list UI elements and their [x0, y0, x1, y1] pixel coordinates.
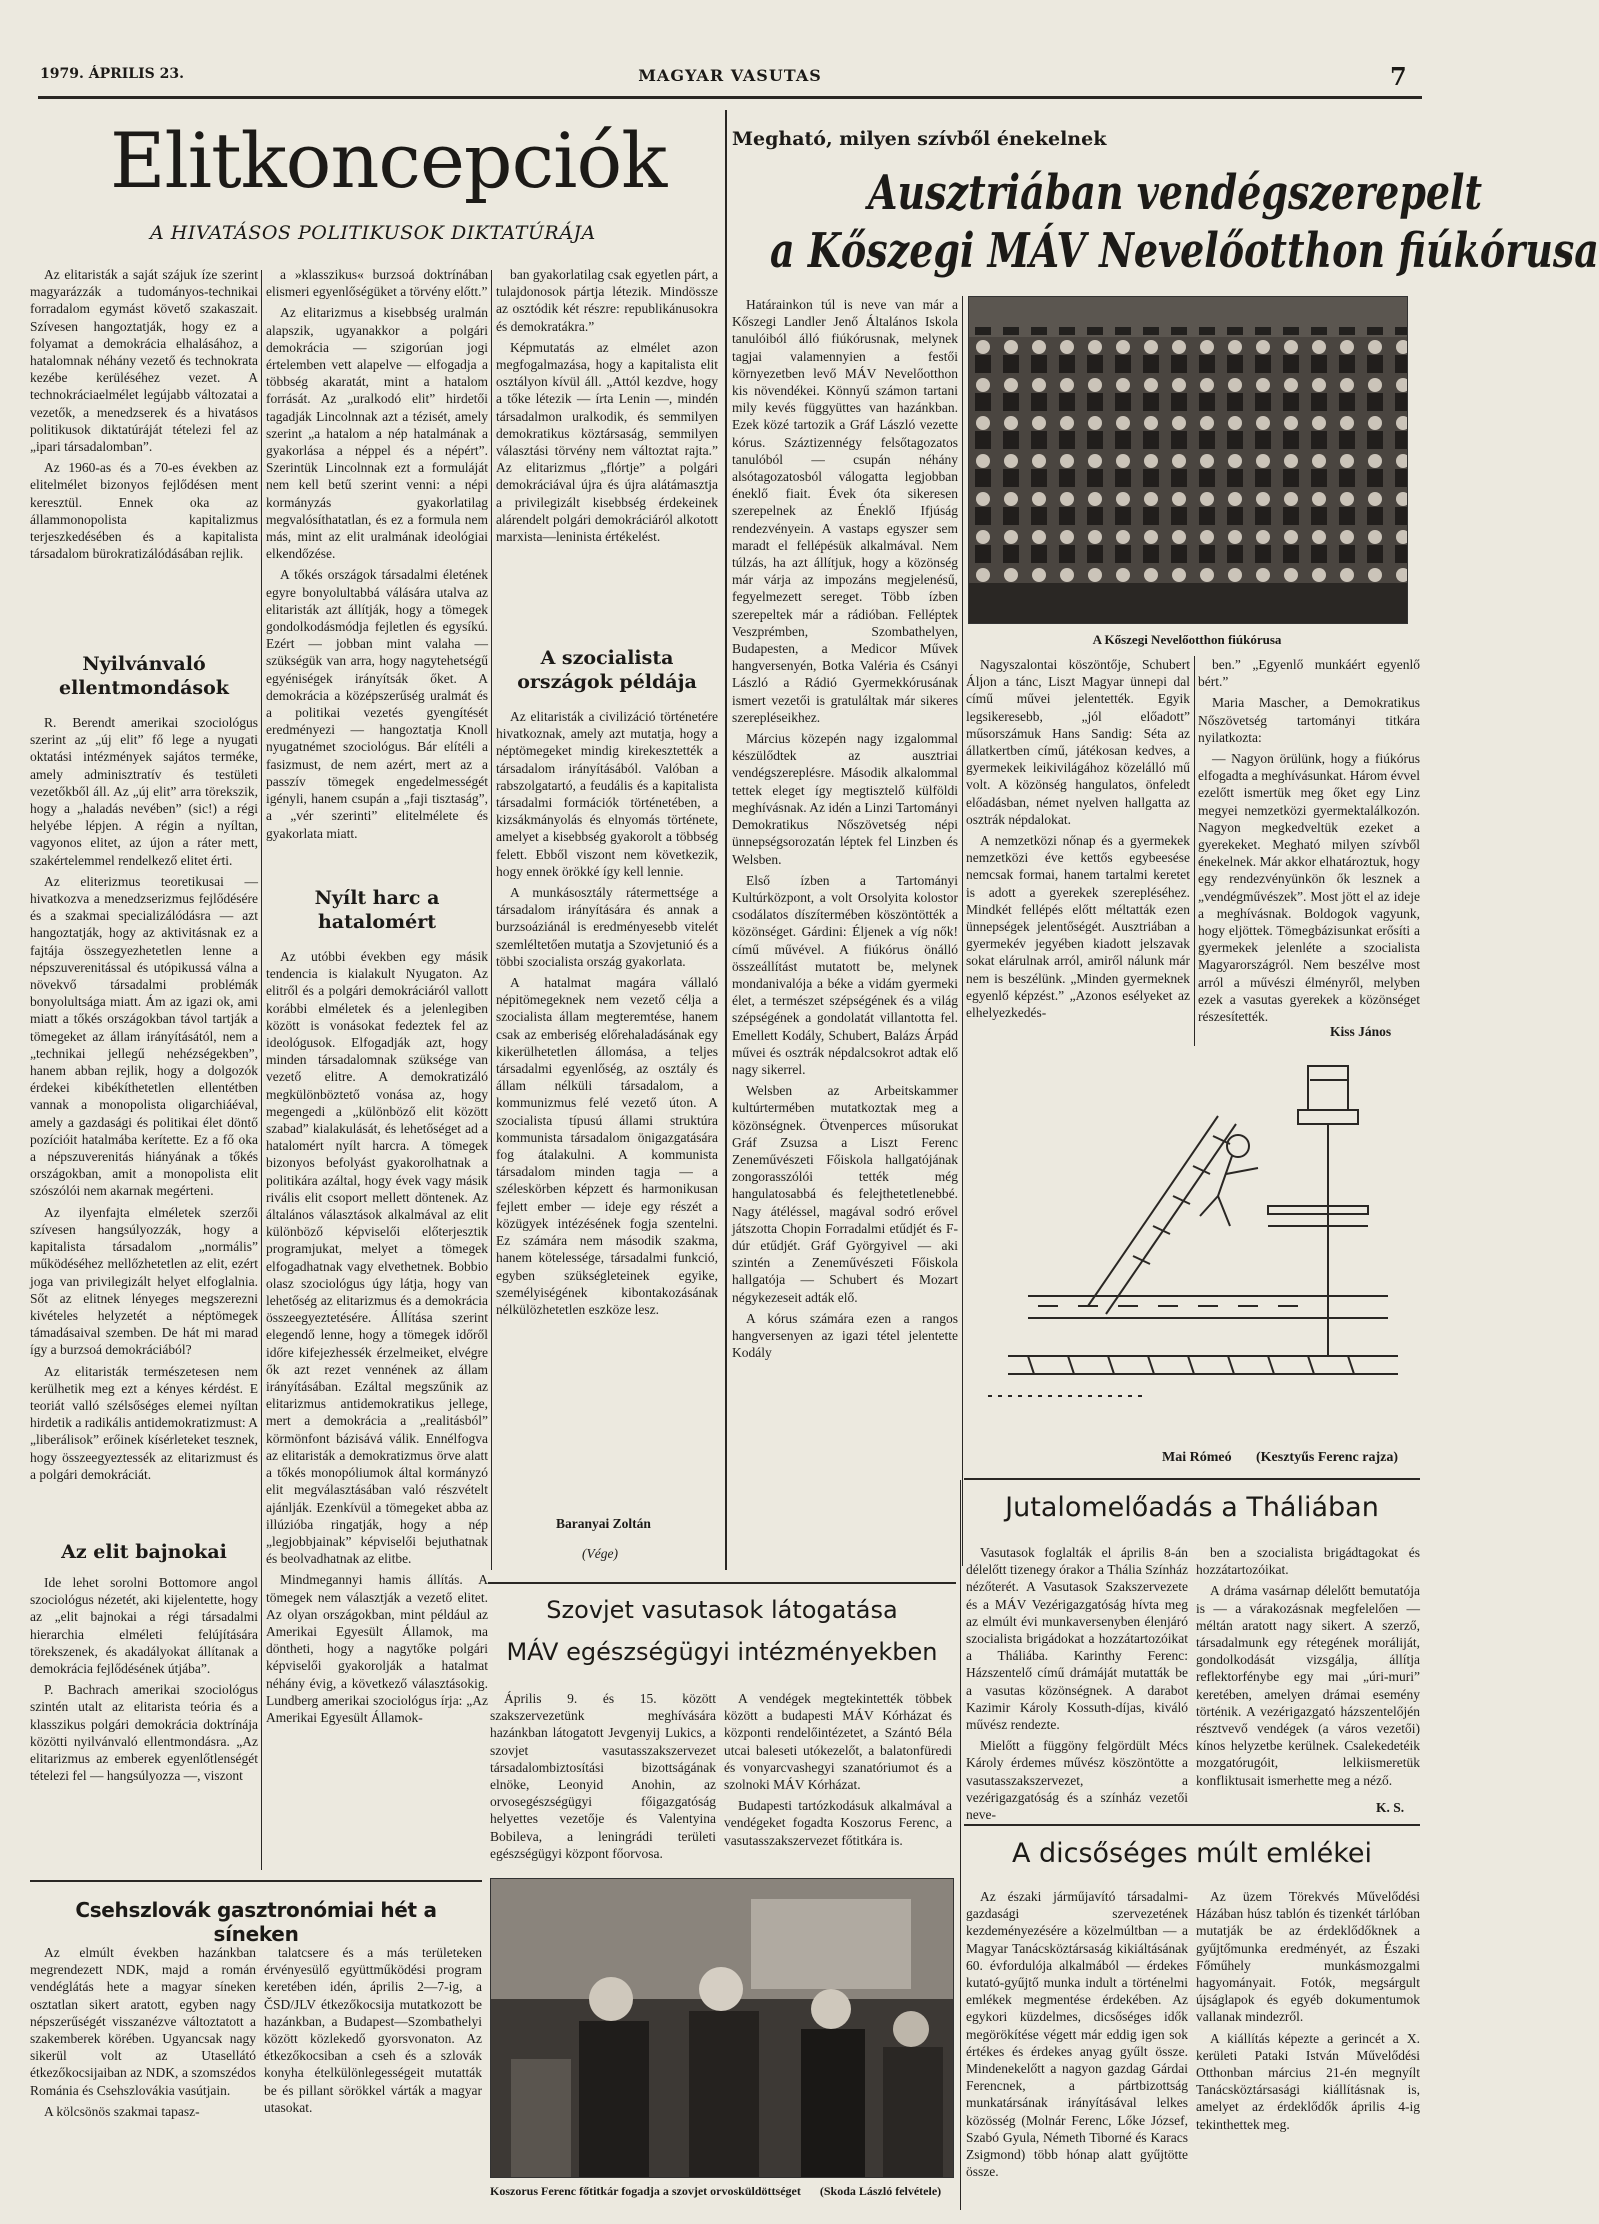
paragraph: R. Berendt amerikai szociológus szerint az „új elit” fő lege a nyugati oktatási intézmények sajátos terméke, amely adminisztratív és testületi vezetőkből áll. Az „új elit” arra törekszik, hogy a „haladás nevében” (sic!) a régi helyébe lépjen. A régin a nyíltan, vagyonos elitet, az újon a ráter mett, szakértelemmel rendelkező elitet érti.	[30, 715, 258, 868]
elit-end-mark: (Vége)	[582, 1546, 618, 1561]
paragraph: Mindmegannyi hamis állítás. A tömegek nem választják a vezető elitet. Az olyan országokban, mint például az Amerikai Egyesült Államok, ma döntheti, hogy a nagytőke polgári képviselői gyakorolják a hatalmat néhány évig, a következő választásokig. Lundberg amerikai szociológus írja: „Az Amerikai Egyesült Államok-	[266, 1572, 488, 1725]
paragraph: a »klasszikus« burzsoá doktrínában elismeri egyenlőségüket a törvény előtt.”	[266, 267, 488, 300]
section-rule	[30, 1880, 482, 1882]
szovjet-caption-text: Koszorus Ferenc főtitkár fogadja a szovjet orvosküldöttséget	[490, 2184, 801, 2198]
paragraph: talatcsere és a más területeken érvényesülő együttműködési program keretében idén, április 2—7-ig, a ČSD/JLV étkezőkocsija mutatkozott be hazánkban, a Budapest—Szombathelyi között közlekedő gyorsvonaton. Az étkezőkocsiban a cseh és a szlovák konyha ételkülönlegességeit mutatták be és pillant sörökkel várták a magyar utasokat.	[264, 1945, 482, 2115]
elit-column-1	[30, 266, 258, 642]
section-rule	[964, 1824, 1420, 1826]
paragraph: Képmutatás az elmélet azon megfogalmazása, hogy a kapitalista elit osztályon kívül áll. „Attól kezdve, hogy a tőke létezik — írta Lenin —, mindén társadalmon uralkodik, és semmilyen demokratikus köztársaság, semmilyen választási törvény nem változtat rajta.” Az elitarizmus „flórtje” a polgári demokráciával újra és újra alátámasztja a privilegizált kisebbség érdekeinek alárendelt polgári demokráciáról alkotott marxista—leninista értékelést.	[496, 339, 718, 545]
elit-column-2	[266, 266, 488, 876]
szovjet-title-line-2: MÁV egészségügyi intézményekben	[506, 1638, 938, 1666]
paragraph: Az elitaristák a saját szájuk íze szerint magyarázzák a tudományos-technikai forradalom egymást követő szakaszait. Szívesen hangoztatják, hogy ez a folyamat a demokrácia elhalásához, a hatalomnak néhány vezető és technokrata kezébe kerüléséhez vezet. A technokráciaelmélet legújabb változatai a vezetők, a menedzserek és a hivatásos politikusok diktatúráját tételezi fel az „ipari társadalomban”.	[30, 267, 258, 455]
elit-column-1b	[30, 714, 258, 1536]
jutalom-title: Jutalomelőadás a Tháliában	[1005, 1492, 1379, 1523]
paragraph: Mielőtt a függöny felgördült Mécs Károly érdemes művész köszöntötte a vasutasszakszervezet, a vezérigazgatóság és a színház vezetői neve-	[966, 1738, 1188, 1823]
paragraph: Az elitarizmus a kisebbség uralmán alapszik, ugyanakkor a polgári demokrácia — szigorúan jogi értelemben vett alapelve — elfogadja a többség akaratát, mint a hatalom forrását. Az „uralkodó elit” hirdetői tagadják Lincolnnak azt a tézisét, amely szerint „a hatalom a nép hatalmának a gyakorlása a néppel és a népért”. Szerintük Lincolnnak ezt a formuláját nem kell betű szerint venni: a népi kormányzás gyakorlatilag megvalósíthatatlan, és ez a formula nem más, mint az elit uralmának ideológiai elkendőzése.	[266, 305, 488, 562]
column-rule	[491, 270, 492, 1570]
paragraph: Maria Mascher, a Demokratikus Nőszövetség tartományi titkára nyilatkozta:	[1198, 695, 1420, 745]
ausztria-author: Kiss János	[1330, 1024, 1392, 1039]
column-rule	[960, 1480, 961, 2210]
paragraph: A munkásosztály rátermettsége a társadalom irányítására és annak a burzsoáziánál is eredményesebb vitelét szemléltetően mutatja a Szovjetunió és a többi szocialista ország gyakorlata.	[496, 885, 718, 969]
paragraph: Welsben az Arbeitskammer kultúrtermében mutatkoztak meg a közönségnek. Ötvenperces műsorukat Gráf Zsuzsa a Liszt Ferenc Zeneművészeti Főiskola hallgatójának zongorasszólói tették még hangulatosabbá és felejthetetlenebbé. Nagy átéléssel, magával sodró erővel játszotta Chopin Forradalmi etűdjét és F-dúr etűdjét. Gráf Györgyivel — aki szintén a Zeneművészeti Főiskola hallgatója — Schubert és Mozart négykezeseit adták elő.	[732, 1083, 958, 1305]
header-date: 1979. ÁPRILIS 23.	[40, 66, 185, 82]
paragraph: Vasutasok foglalták el április 8-án délelőtt tizenegy órakor a Thália Színház nézőterét. A Vasutasok Szakszervezete és a MÁV Vezérigazgatóság hívta meg az elmúlt évi munkaversenyben élenjáró szocialista brigádokat a hozzátartozóikat a Tháliába. Karinthy Ferenc: Házszentelő című drámáját mutatták be a vasutas közönségnek. A darabot Kazimir Károly Kossuth-díjas, kiváló művész rendezte.	[966, 1545, 1188, 1733]
ausztria-title-line-2: a Kőszegi MÁV Nevelőotthon fiúkórusa	[770, 222, 1599, 279]
elit-title: Elitkoncepciók	[110, 116, 667, 205]
paragraph: A kórus számára ezen a rangos hangversenyen az igazi tétel jelentette Kodály	[732, 1310, 958, 1361]
jutalom-column-1	[966, 1544, 1188, 1823]
cartoon-drawing	[968, 1056, 1408, 1446]
csehszlovak-title: Csehszlovák gasztronómiai hét a síneken	[75, 1898, 437, 1946]
paragraph: Az 1960-as és a 70-es években az elitelmélet bizonyos fejlődésen ment keresztül. Ennek oka az állammonopolista kapitalizmus terjeszkedésében és a kapitalista társadalom bürokratizálódásában rejlik.	[30, 460, 258, 562]
szovjet-column-2	[724, 1690, 952, 1860]
csehszlovak-column-1	[30, 1944, 256, 2198]
paragraph: Az északi járműjavító társadalmi-gazdasági szervezetének kezdeményezésére a közelmúltban — a Magyar Tanácsköztársaság kikiáltásának 60. évfordulója alkalmából — érdekes kutató-gyűjtő munka indult a történelmi emlékek megmentése érdekében. Az egykori küzdelmes, dicsőséges idők megörökítése végett már eddig igen sok értékes és érdekes anyag gyűlt össze. Mindenekelőtt a nagyon gazdag Gárdai Ferencnek, a pártbizottság munkatársának irányításával lelkes közösség (Molnár Ferenc, Lőke József, Szabó Gyula, Németh Tiborné és Karacs Zsigmond) több hónap alatt gyűjtötte össze.	[966, 1889, 1188, 2180]
section-rule	[964, 1478, 1420, 1480]
elit-column-3	[496, 266, 718, 640]
paragraph: Határainkon túl is neve van már a Kőszegi Landler Jenő Általános Iskola tanulóiból álló fiúkórusnak, melynek tagjai valamennyien a festői környezetben levő MÁV Nevelőotthon kis növendékei. Könnyű számon tartani mily kevés függyüttes van hazánkban. Ezek közé tartozik a Gráf László vezette kórus. Száztizennégy felsőtagozatos tanulóból — csupán néhány alsótagozatosból válogatta legjobban éneklő fiait. Évek óta sikeresen szerepelnek az Éneklő Ifjúság rendezvényein. A vastaps egyszer sem maradt el fellépésük alkalmával. Nem túlzás, ha azt állítjuk, hogy a közönség már várja az impozáns megjelenésű, fegyelmezett sereget. Több ízben szerepeltek már a rádióban. Felléptek Veszprémben, Szombathelyen, Budapesten, a Medicor Művek hangversenyén, Botka Valéria és Csányi László a Rádió Gyermekkórusának ismert vezetői is gratuláltak már sikeres szerepléseikhez.	[732, 297, 958, 725]
paragraph: Első ízben a Tartományi Kultúrközpont, a volt Orsolyita kolostor csodálatos díszítermében köszöntötték a közönséget. Gárdini: Éljenek a víg nők! című művével. A fiúkórus önálló összeállítást mutatott be, melynek mondanivalója a béke a vidám gyermeki élet, a természet szépségének és a világ szépségének a gondolatát villantotta fel. Emellett Kodály, Schubert, Balázs Árpád művei és osztrák népdalcsokrot adtak elő nagy sikerrel.	[732, 872, 958, 1077]
jutalom-column-2	[1196, 1544, 1420, 1796]
paragraph: A nemzetközi nőnap és a gyermekek nemzetközi éve kettős egybeesése nemcsak formai, hanem tartalmi keretet is adott a gyerekek szerepléséhez. Mindkét fellépés előtt méltatták ezen ünnepségek jelentőségét. Ausztriában a gyermekév jegyében kiadott jelszavak sokat elárulnak arról, amiről nálunk már nem is beszélünk. „Minden gyermeknek egyenlő képzést.” „Azonos esélyeket az elhelyezkedés-	[966, 833, 1190, 1021]
szovjet-photo-image	[491, 1879, 953, 2177]
choir-photo-caption: A Kőszegi Nevelőotthon fiúkórusa	[1092, 632, 1282, 647]
paragraph: A kölcsönös szakmai tapasz-	[44, 2103, 200, 2119]
paragraph: Az eliterizmus teoretikusai — hivatkozva a menedzserizmus fejlődésére és a szakmai specializálódásra — azt hangoztatják, hogy az aktivitásnak ez a fajtája összegyezhetetlen lenne a népszuverenitással és utópikussá válna a növekvő társadalmi problémák bonyolultsága miatt. Ám az igazi ok, ami miatt a tőkés országokban távol tartják a tömegeket az állam irányításától, nem a „technikai jellegű nehézségekben”, hanem abban rejlik, hogy a dolgozók érdekei kibékíthetetlen ellentétben vannak a monopolista oligarchiáéval, amely a gazdasági és politikai élet döntő pozícióit hatalmába kerítette. Ez a fő oka a népszuverenitás hiányának a tőkés országokban, amit a monopolista elit szószólói nem akarnak megérteni.	[30, 873, 258, 1199]
paragraph: Az ilyenfajta elméletek szerzői szívesen hangsúlyozzák, hogy a kapitalista társadalom „normális” működéséhez mellőzhetetlen az elit, ezért joga van privilegizált helyet elfoglalnia. Sőt az elitnek lényeges megszerezni kivételes helyzetét a néptömegek támadásaival szemben. De hát mi marad így a burzsoá demokráciából?	[30, 1204, 258, 1358]
elit-column-3b	[496, 708, 718, 1508]
column-rule	[962, 296, 963, 1566]
paragraph: P. Bachrach amerikai szociológus szintén utalt az elitarista teória és a klasszikus polgári demokrácia doktrínája közötti nyilvánvaló ellentmondásra. „Az elitarizmus az emberek egyenlőtlenségét tételezi fel — hangsúlyozza —, viszont	[30, 1682, 258, 1784]
paragraph: Az elitaristák a civilizáció történetére hivatkoznak, amely azt mutatja, hogy a néptömegeket mindig kirekesztették a társadalom irányításából. Valóban a rabszolgatartó, a feudális és a kapitalista társadalmi formációk történetében, a kizsákmányolás és elnyomás története, amelyet a kisebbség gyakorolt a többség felett. Ebből viszont nem következik, hogy ennek örökké így kell lennie.	[496, 709, 718, 879]
paragraph: A kiállítás képezte a gerincét a X. kerületi Pataki István Művelődési Otthonban március 21-én megnyílt Tanácsköztársasági kiállításnak is, amelyet az érdeklődők április 4-ig tekinthettek meg.	[1196, 2030, 1420, 2132]
dicso-column-1	[966, 1888, 1188, 2208]
szovjet-title-line-1: Szovjet vasutasok látogatása	[546, 1596, 898, 1624]
szovjet-column-1	[490, 1690, 716, 1860]
elit-author: Baranyai Zoltán	[556, 1516, 651, 1531]
elit-subhead-szocialista: A szocialista országok példája	[517, 647, 697, 693]
paragraph: A vendégek megtekintették többek között a budapesti MÁV Kórházat és központi rendelőintézetet, a Szántó Béla utcai baleseti utókezelőt, a balatonfüredi és vonyarcvashegyi szanatóriumot és a szolnoki MÁV Kórházat.	[724, 1691, 952, 1793]
column-rule	[1194, 656, 1195, 1046]
paragraph: Április 9. és 15. között szakszervezetünk meghívására hazánkban látogatott Jevgenyij Lukics, a szovjet vasutasszakszervezet társadalombiztosítási bizottságának elnöke, Leonyid Anohin, az orvosegészségügyi főigazgatóság helyettes vezetője és Valentyina Bobileva, a leningrádi területi egészségügyi központ főorvosa.	[490, 1691, 716, 1861]
paragraph: ben.” „Egyenlő munkáért egyenlő bért.”	[1198, 657, 1420, 690]
szovjet-photo-caption	[490, 2184, 956, 2199]
elit-column-2b	[266, 948, 488, 1870]
header-paper-name: MAGYAR VASUTAS	[638, 66, 822, 85]
paragraph: — Nagyon örülünk, hogy a fiúkórus elfogadta a meghívásunkat. Három évvel ezelőtt ismertük meg őket egy Linz megyei nemzetközi gyermektalálkozón. Nagyon megkedveltük ezeket a gyerekeket. Megható milyen szívből énekelnek. Már akkor elhatároztuk, hogy egy rendezvényünkön ők lesznek a „vendégművészek”. Most jött el az ideje a meghívásnak. Boldogok vagyunk, hogy eljöttek. Tömegbázisunkat erősíti a gyermekek jelenléte a szocialista Magyarországról. Nem beszélve most arról a művészi élményről, melyben ezek a vasutas gyerekek a közönséget részesítették.	[1198, 751, 1420, 1025]
paragraph: A hatalmat magára vállaló népitömegeknek nem vezető célja a szocialista állam megteremtése, hanem csak az emberiség előrehaladásának egy kikerülhetetlen állomása, a teljes társadalmi egyenlőség, az osztály és állam nélküli társadalom, a kommunizmus felé vezető úton. A szocialista típusú állami struktúra kommunista társadalom önigazgatására fog átalakulni. A kommunista társadalom minden tagja — a széleskörben képzett és harmonikusan fejlett ember — ideje egy részét a közügyek intézésének fogja szentelni. Ez számára nem második szakma, hanem kötelessége, társadalmi funkció, egyben szükségleteinek egyike, személyiségének kibontakozásának nélkülözhetetlen eszköze lesz.	[496, 975, 718, 1317]
column-rule	[261, 270, 262, 1870]
paragraph: ban gyakorlatilag csak egyetlen párt, a tulajdonosok pártja létezik. Mindössze az osztódik két részre: republikánusokra és demokratákra.”	[496, 267, 718, 334]
csehszlovak-column-2	[264, 1944, 482, 2198]
ausztria-column-2	[966, 656, 1190, 1064]
cartoon-title: Mai Rómeó	[1162, 1450, 1232, 1465]
cartoon-svg	[968, 1056, 1408, 1446]
header-page-number: 7	[1390, 62, 1407, 91]
ausztria-column-3	[1198, 656, 1420, 1025]
dicso-title: A dicsőséges múlt emlékei	[1011, 1838, 1373, 1869]
header-rule	[38, 96, 1422, 99]
paragraph: Az utóbbi években egy másik tendencia is kialakult Nyugaton. Az elitről és a polgári demokráciáról vallott korábbi elméletek és a jelenlegiben között is vonásokat fedeztek fel az ideológusok. Elfogadják azt, hogy minden társadalomnak szüksége van vezető elitre. A demokratizáló megkülönböztető vonása az, hogy megengedi a „különböző elit között szabad” kialakulását, és lehetőséget ad a hatalomért nyílt harcra. A tömegek bizonyos befolyást gyakorolhatnak a politikára azáltal, hogy évek vagy másik rivális elit csoport mellett döntenek. Az általános választások alkalmával az elit különböző képviselői előterjesztik programjukat, melyet a tömegek elfogadhatnak vagy elvethetnek. Bobbio olasz szociológus úgy látja, hogy van lehetőség az elitarizmus és a demokrácia összeegyeztetésére. Állítása szerint elegendő lenne, hogy a tömegek időről időre kifejezhessék érzelmeiket, elvégre ők azt rezet vennének az állam irányításában. Ezáltal megszűnik az elitarizmus antidemokratikus jellege, mert a demokrácia a „realitásból” körmönfont bázisává válik. Ennélfogva az elitaristák a demokratizmus örve alatt a tőkés monopóliumok által kormányzó elit megválasztásában való részvételt ajánlják. Ezenkívül a tömegeket abba az illúzióba ringatják, hogy a nép „legjobbjainak” képviselői bejuthatnak és beolvadhatnak az elitbe.	[266, 949, 488, 1567]
elit-subhead-bajnokai: Az elit bajnokai	[61, 1541, 227, 1563]
ausztria-title-line-1: Ausztriában vendégszerepelt	[868, 164, 1483, 221]
column-rule	[725, 110, 727, 1570]
choir-photo	[968, 296, 1408, 624]
paragraph: A tőkés országok társadalmi életének egyre bonyolultabbá válására utalva az elitaristák azt állítják, hogy a tömegek gondolkodásmódja fejletlen és egysíkú. Ezért — jobban mint valaha — szükségük van arra, hogy nagytehetségű egyéniségek irányítsák őket. A demokrácia a középszerűség uralmát és a politikai vezetés gyengítését eredményezi — hangoztatja Knoll nyugatnémet szociológus. Bár elítéli a fasizmust, de nem azért, mert az a passzív tömegek engedelmességét igényli, hanem csupán a „faji tisztaság”, a „vér szerinti” elitelmélete és gyakorlata miatt.	[266, 567, 488, 841]
paragraph: Budapesti tartózkodásuk alkalmával a vendégeket fogadta Koszorus Ferenc, a vasutasszakszervezet főtitkára is.	[724, 1798, 952, 1848]
paragraph: A dráma vasárnap délelőtt bemutatója is — a várakozásnak megfelelően — méltán aratott nagy sikert. A szerző, társadalmunk egy rétegének moráliját, gondolkodását vizsgálja, állítja reflektorfénybe egy mai „úri-muri” keretében, amelyen drámai esemény történik. A vezérigazgató házszentelőjén résztvevő vendégek (a város vezetői) kínos helyzetbe kerülnek. Csalekedetéik mozgatórugóit, lelkiismeretük konfliktusait ismerhette meg a néző.	[1196, 1583, 1420, 1788]
paragraph: Nagyszalontai köszöntője, Schubert Áljon a tánc, Liszt Magyar ünnepi dal című művei jelentették. Egyik legsikeresebb, „jól előadott” műsorszámuk Hans Sandig: Séta az állatkertben című, játékosan kedves, a gyermekek leikivilágához közelálló mű volt. A közönség hangulatos, önfeledt előadásban, német nyelven hallgatta az osztrák népdalokat.	[966, 657, 1190, 827]
paragraph: Ide lehet sorolni Bottomore angol szociológus nézetét, aki kijelentette, hogy az „elit bajnokai a régi társadalmi hierarchia elméleti felújítására törekszenek, és akadályokat állítanak a demokrácia fejlődésének útjába”.	[30, 1575, 258, 1677]
elit-subhead-nyilvanvalo: Nyilvánvaló ellentmondások	[59, 653, 229, 699]
elit-subhead-nyilt-harc: Nyílt harc a hatalomért	[314, 887, 440, 933]
ausztria-column-1	[732, 296, 958, 1536]
paragraph: Március közepén nagy izgalommal készülődtek az ausztriai vendégszereplésre. Második alkalommal tettek eleget így megtisztelő külföldi meghívásnak. Az idén a Linzi Tartományi Demokratikus Nőszövetség népi ünnepségsorozatán léptek fel Linzben és Welsben.	[732, 731, 958, 867]
dicso-column-2	[1196, 1888, 1420, 2208]
paragraph: Az üzem Törekvés Művelődési Házában húsz tablón és tizenkét tárlóban mutatják be az érdeklődőknek a gyűjtőmunka eredményét, az Északi Főműhely munkásmozgalmi hagyományait. Fotók, megsárgult újságlapok és egyéb dokumentumok vallanak mindezről.	[1196, 1889, 1420, 2025]
ausztria-kicker: Megható, milyen szívből énekelnek	[732, 128, 1107, 150]
cartoon-credit: (Kesztyűs Ferenc rajza)	[1256, 1450, 1399, 1465]
section-rule	[488, 1582, 956, 1584]
elit-subtitle: A HIVATÁSOS POLITIKUSOK DIKTATÚRÁJA	[150, 222, 596, 244]
paragraph: ben a szocialista brigádtagokat és hozzátartozóikat.	[1196, 1545, 1420, 1578]
elit-column-1c	[30, 1574, 258, 1870]
szovjet-caption-credit: (Skoda László felvétele)	[819, 2184, 942, 2198]
paragraph: Az elitaristák természetesen nem kerülhetik meg ezt a kényes kérdést. E teoriát valló szélsőséges elemei nyíltan hirdetik a radikális antidemokratizmust: A „liberálisok” erőinek kísérleteket tesznek, hogy összeegyeztessék az elitarizmust és a polgári demokráciát.	[30, 1363, 258, 1482]
jutalom-author: K. S.	[1376, 1800, 1405, 1815]
choir-photo-image	[969, 297, 1407, 623]
szovjet-photo	[490, 1878, 954, 2178]
paragraph: Az elmúlt években hazánkban megrendezett NDK, majd a román vendéglátás hete a magyar síneken osztatlan sikert aratott, egyben nagy népszerűségét visszanézve változtatott a szakemberek körében. Ugyancsak nagy sikerül volt az Utasellátó étkezőkocsijaiban az NDK, a szomszédos Románia és Csehszlovákia vasútjain.	[30, 1945, 256, 2098]
